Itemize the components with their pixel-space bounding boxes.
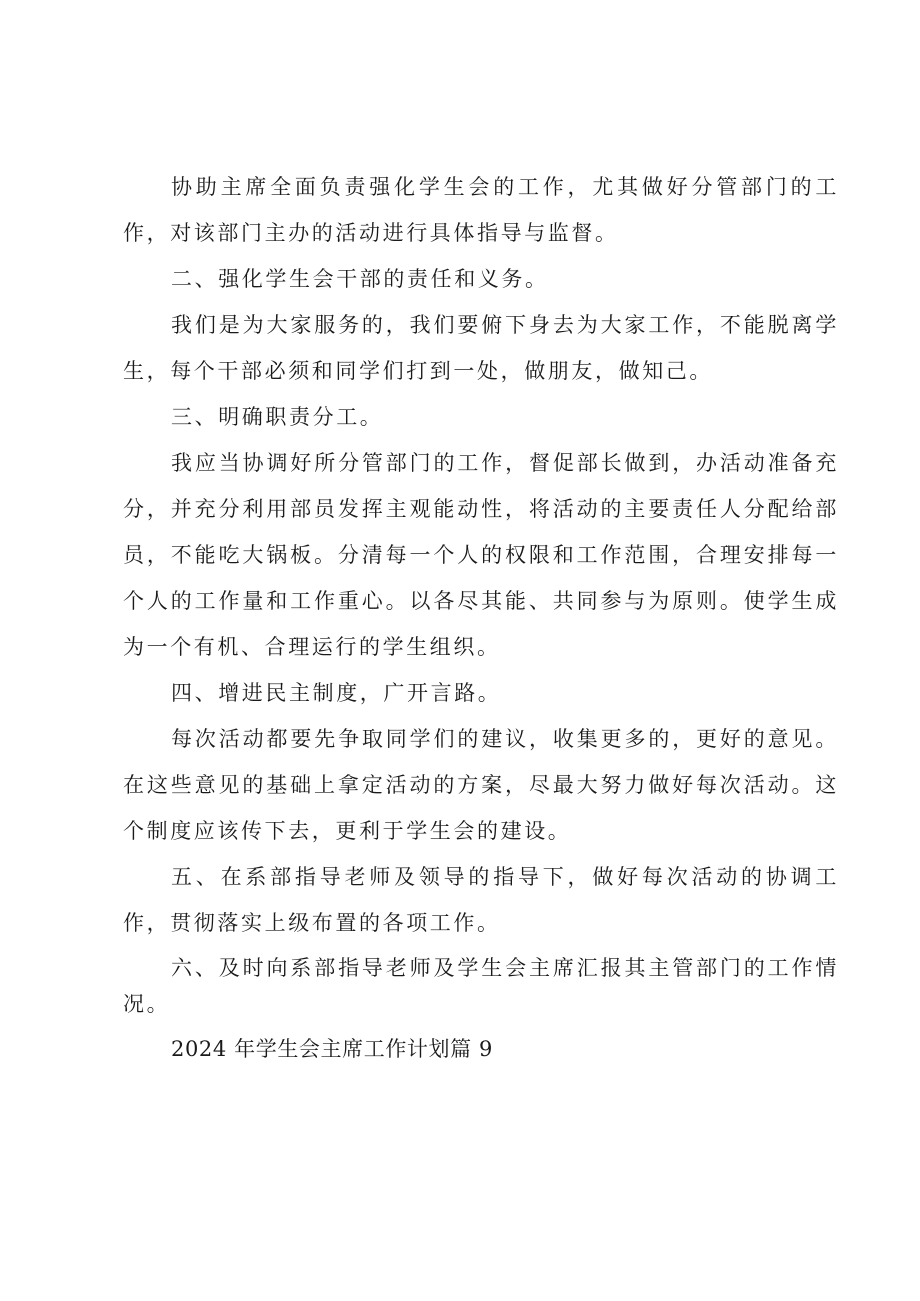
paragraph-suggestions: 每次活动都要先争取同学们的建议，收集更多的，更好的意见。在这些意见的基础上拿定活动的方案，尽最大努力做好每次活动。这个制度应该传下去，更利于学生会的建设。	[123, 727, 839, 843]
document-body	[123, 164, 839, 1072]
paragraph-coordination: 我应当协调好所分管部门的工作，督促部长做到，办活动准备充分，并充分利用部员发挥主观能动性，将活动的主要责任人分配给部员，不能吃大锅板。分清每一个人的权限和工作范围，合理安排每一个人的工作量和工作重心。以各尽其能、共同参与为原则。使学生成为一个有机、合理运行的学生组织。	[123, 451, 839, 659]
heading-democracy: 四、增进民主制度，广开言路。	[171, 681, 502, 705]
paragraph-reporting: 六、及时向系部指导老师及学生会主席汇报其主管部门的工作情况。	[123, 956, 839, 1016]
section-title: 2024 年学生会主席工作计划篇 9	[171, 1037, 493, 1061]
heading-responsibility: 二、强化学生会干部的责任和义务。	[171, 267, 549, 291]
paragraph-guidance: 五、在系部指导老师及领导的指导下，做好每次活动的协调工作，贯彻落实上级布置的各项工作。	[123, 865, 839, 935]
paragraph-service: 我们是为大家服务的，我们要俯下身去为大家工作，不能脱离学生，每个干部必须和同学们打到一处，做朋友，做知己。	[123, 313, 839, 383]
heading-division: 三、明确职责分工。	[171, 405, 384, 429]
paragraph-duties: 协助主席全面负责强化学生会的工作，尤其做好分管部门的工作，对该部门主办的活动进行具体指导与监督。	[123, 175, 839, 245]
